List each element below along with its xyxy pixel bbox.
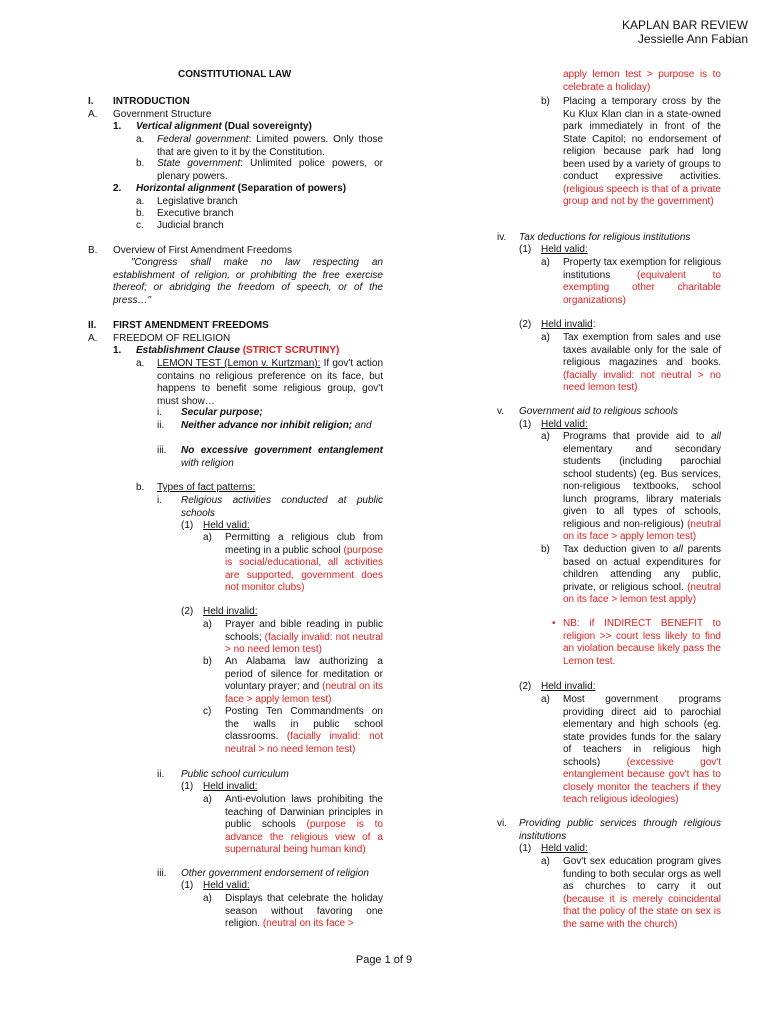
ti-2c-num: c)	[203, 706, 212, 717]
tii-held-invalid-num: (1)	[181, 781, 194, 792]
r-iv-num: iv.	[497, 232, 507, 243]
item-2a-text: Legislative branch	[157, 196, 238, 207]
item-1-heading: Vertical alignment (Dual sovereignty)	[136, 121, 312, 132]
item-2-heading: Horizontal alignment (Separation of powers)	[136, 183, 347, 194]
r-iv-held-invalid: Held invalid:	[541, 319, 596, 330]
lemon-test-text: LEMON TEST (Lemon v. Kurtzman): If gov't action contains no religious preference on its face, but happens to benefit some religious group, gov't must show…	[157, 358, 384, 407]
nb-text: NB: if INDIRECT BENEFIT to religion >> court less likely to find an violation because likely pass the Lemon test.	[563, 618, 721, 667]
item-2b-text: Executive branch	[157, 208, 234, 219]
ti-held-invalid-num: (2)	[181, 606, 194, 617]
lemon-ii-text: Neither advance nor inhibit religion; and	[181, 420, 372, 431]
r-iv2-num: (2)	[519, 319, 532, 330]
r-v1b-text: Tax deduction given to all parents based on actual expenditures for children attending any public, private, or religious school. (neutral on its face > lemon test apply)	[563, 544, 721, 605]
item-1a-text: Federal government: Limited powers. Only those that are given to it by the Constitution.	[157, 134, 383, 158]
lemon-num: a.	[136, 358, 145, 369]
tiii-1a-num: a)	[203, 893, 212, 904]
item-A2-num: A.	[88, 333, 98, 344]
item-A2-text: FREEDOM OF RELIGION	[113, 333, 231, 344]
r-vi-num: vi.	[497, 818, 507, 829]
ti-2a-text: Prayer and bible reading in public schools; (facially invalid: not neutral > no need lemon test)	[225, 619, 383, 655]
r-v-num: v.	[497, 406, 505, 417]
item-B-num: B.	[88, 245, 98, 256]
ti-2b-text: An Alabama law authorizing a period of silence for meditation or voluntary prayer; and (neutral on its face > apply lemon test)	[225, 656, 384, 705]
r-iv2a-num: a)	[541, 332, 550, 343]
ti-2a-num: a)	[203, 619, 212, 630]
nb-bullet: •	[552, 618, 556, 629]
tii-1a-text: Anti-evolution laws prohibiting the teaching of Darwinian principles in public schools (purpose is to advance the religious view of a supernatural being human kind)	[225, 794, 383, 855]
first-amendment-quote: "Congress shall make no law respecting an establishment of religion, or prohibiting the free exercise thereof; or abridging the freedom of speech, or of the press…"	[113, 257, 383, 306]
tiii-held-valid: Held valid:	[203, 880, 250, 891]
item-2c-text: Judicial branch	[157, 220, 224, 231]
tiii-1a-text: Displays that celebrate the holiday season without favoring one religion. (neutral on its face >	[225, 893, 383, 929]
r-v-held-valid: Held valid:	[541, 419, 588, 430]
page-header	[622, 18, 748, 46]
r-iv1a-text: Property tax exemption for religious institutions (equivalent to exempting other charitable organizations)	[563, 257, 721, 306]
header-line-1: KAPLAN BAR REVIEW	[621, 18, 748, 32]
item-1b-num: b.	[136, 158, 145, 169]
types-text: Types of fact patterns:	[157, 482, 256, 493]
types-iii-num: iii.	[157, 868, 167, 879]
tiii-held-valid-num: (1)	[181, 880, 194, 891]
r-vi1-num: (1)	[519, 843, 532, 854]
r-v1b-num: b)	[541, 544, 550, 555]
ti-1a-num: a)	[203, 532, 212, 543]
r-iv2a-text: Tax exemption from sales and use taxes available only for the sale of religious magazines and books. (facially invalid: not neutral > no need lemon test)	[563, 332, 721, 393]
r-v1a-text: Programs that provide aid to all elementary and secondary students (including parochial school students) (eg. Bus services, non-religious textbooks, school lunch programs, library materials given to all types of schools, religious and non-religious) (neutral on its face > apply lemon test)	[563, 431, 721, 542]
lemon-ii-num: ii.	[157, 420, 165, 431]
tii-held-invalid: Held invalid:	[203, 781, 258, 792]
document-title: CONSTITUTIONAL LAW	[178, 69, 292, 80]
lemon-i-num: i.	[157, 407, 162, 418]
r-vi-text: Providing public services through religious institutions	[519, 818, 721, 842]
item-2a-num: a.	[136, 196, 145, 207]
item-2c-num: c.	[136, 220, 144, 231]
item-2-num: 2.	[113, 183, 122, 194]
ti-held-invalid: Held invalid:	[203, 606, 258, 617]
lemon-i-text: Secular purpose;	[181, 407, 263, 418]
item-1b-text: State government: Unlimited police powers, or plenary powers.	[157, 158, 384, 182]
r-b-num: b)	[541, 96, 550, 107]
section-2-num: II.	[88, 320, 97, 331]
r-v2-num: (2)	[519, 681, 532, 692]
types-num: b.	[136, 482, 145, 493]
r-vi1a-num: a)	[541, 856, 550, 867]
lemon-iii-text: No excessive government entanglement with religion	[181, 445, 383, 469]
r-iv-held-valid: Held valid:	[541, 244, 588, 255]
item-B-text: Overview of First Amendment Freedoms	[113, 245, 292, 256]
types-ii-text: Public school curriculum	[181, 769, 289, 780]
r-iv1a-num: a)	[541, 257, 550, 268]
establishment-heading: Establishment Clause (STRICT SCRUTINY)	[136, 345, 340, 356]
item-A-text: Government Structure	[113, 109, 212, 120]
r-v1-num: (1)	[519, 419, 532, 430]
item-1-num: 1.	[113, 121, 122, 132]
r-v-held-invalid: Held invalid:	[541, 681, 596, 692]
r-iv-text: Tax deductions for religious institutions	[519, 232, 691, 243]
r-vi-held-valid: Held valid:	[541, 843, 588, 854]
ti-2c-text: Posting Ten Commandments on the walls in public school classrooms. (facially invalid: not neutral > no need lemon test)	[225, 706, 383, 755]
ti-1a-text: Permitting a religious club from meeting in a public school (purpose is social/educational, all activities are supported, government does not monitor clubs)	[225, 532, 383, 593]
item-1a-num: a.	[136, 134, 145, 145]
lemon-iii-num: iii.	[157, 445, 167, 456]
section-1-title: INTRODUCTION	[113, 96, 190, 107]
establishment-num: 1.	[113, 345, 122, 356]
r-v2a-num: a)	[541, 694, 550, 705]
ti-held-valid: Held valid:	[203, 520, 250, 531]
section-2-title: FIRST AMENDMENT FREEDOMS	[113, 320, 269, 331]
page-number: Page 1 of 9	[355, 954, 413, 966]
r-b-text: Placing a temporary cross by the Ku Klux Klan clan in a state-owned park immediately in front of the State Capitol; no endorsement of religion because park had long been used by a variety of groups to conduct expressive activities. (religious speech is that of a private group and not by the government)	[563, 96, 721, 207]
r-v-text: Government aid to religious schools	[519, 406, 678, 417]
r-vi1a-text: Gov't sex education program gives funding to both secular orgs as well as churches to carry it out (because it is merely coincidental that the policy of the state on sex is the same with the church)	[563, 856, 721, 930]
item-2b-num: b.	[136, 208, 145, 219]
types-i-num: i.	[157, 495, 162, 506]
ti-2b-num: b)	[203, 656, 212, 667]
types-iii-text: Other government endorsement of religion	[181, 868, 369, 879]
r-v1a-num: a)	[541, 431, 550, 442]
item-A-num: A.	[88, 109, 98, 120]
types-ii-num: ii.	[157, 769, 165, 780]
r-v2a-text: Most government programs providing direct aid to parochial elementary and high schools (eg. state provides funds for the salary of teachers in religious high schools) (excessive gov't entanglement because gov't has to closely monitor the teachers if they teach religious ideologies)	[563, 694, 721, 805]
ti-held-valid-num: (1)	[181, 520, 194, 531]
tii-1a-num: a)	[203, 794, 212, 805]
types-i-text: Religious activities conducted at public schools	[181, 495, 383, 519]
section-1-num: I.	[88, 96, 94, 107]
header-line-2: Jessielle Ann Fabian	[637, 32, 748, 46]
right-continuation: apply lemon test > purpose is to celebrate a holiday)	[563, 69, 721, 93]
r-iv1-num: (1)	[519, 244, 532, 255]
